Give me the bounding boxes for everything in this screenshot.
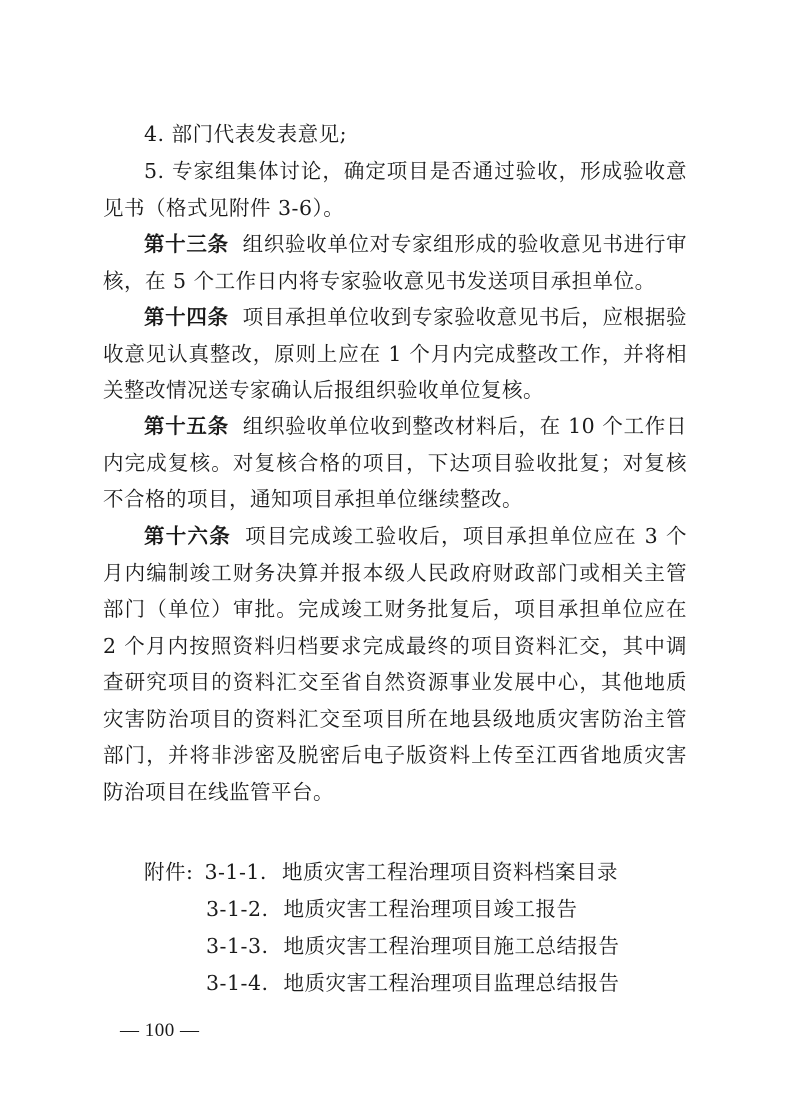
article-number: 第十六条 — [144, 524, 232, 548]
paragraph-item-4 — [103, 116, 687, 153]
attachment-item — [206, 891, 578, 928]
attachment-title: 地质灾害工程治理项目监理总结报告 — [283, 971, 620, 995]
article-15 — [103, 408, 687, 518]
article-number: 第十三条 — [144, 232, 229, 256]
article-text: 组织验收单位收到整改材料后，在 10 个工作日内完成复核。对复核合格的项目，下达项目验收批复；对复核不合格的项目，通知项目承担单位继续整改。 — [103, 414, 687, 511]
article-text: 组织验收单位对专家组形成的验收意见书进行审核，在 5 个工作日内将专家验收意见书发送项目承担单位。 — [103, 232, 688, 293]
attachment-label: 附件: — [144, 860, 194, 884]
article-number: 第十五条 — [144, 414, 229, 438]
paragraph-item-5 — [103, 153, 687, 226]
article-13 — [103, 226, 687, 299]
attachment-code: 3-1-2. — [206, 897, 269, 921]
paragraph-text: 4. 部门代表发表意见; — [144, 122, 347, 146]
article-14 — [103, 299, 687, 409]
article-text: 项目完成竣工验收后，项目承担单位应在 3 个月内编制竣工财务决算并报本级人民政府财政部门或相关主管部门（单位）审批。完成竣工财务批复后，项目承担单位应在 2 个月内按照资料归档要求完成最终的项目资料汇交，其中调查研究项目的资料汇交至省自然资源事业发展中心，其他地质灾害防治项目的资料汇交至项目所在地县级地质灾害防治主管部门，并将非涉密及脱密后电子版资料上传至江西省地质灾害防治项目在线监管平台。 — [103, 524, 688, 804]
paragraph-text: 5. 专家组集体讨论，确定项目是否通过验收，形成验收意见书（格式见附件 3-6）。 — [103, 159, 687, 220]
article-number: 第十四条 — [144, 305, 229, 329]
attachment-title: 地质灾害工程治理项目竣工报告 — [283, 897, 578, 921]
attachment-item — [206, 965, 620, 1002]
attachment-title: 地质灾害工程治理项目施工总结报告 — [283, 934, 620, 958]
article-16 — [103, 518, 687, 810]
attachment-item — [144, 854, 618, 891]
attachment-code: 3-1-1. — [204, 860, 267, 884]
page-number: — 100 — — [120, 1020, 200, 1041]
attachment-title: 地质灾害工程治理项目资料档案目录 — [281, 860, 618, 884]
attachment-item — [206, 928, 620, 965]
attachment-code: 3-1-4. — [206, 971, 269, 995]
article-text: 项目承担单位收到专家验收意见书后，应根据验收意见认真整改，原则上应在 1 个月内完成整改工作，并将相关整改情况送专家确认后报组织验收单位复核。 — [103, 305, 688, 402]
attachment-code: 3-1-3. — [206, 934, 269, 958]
